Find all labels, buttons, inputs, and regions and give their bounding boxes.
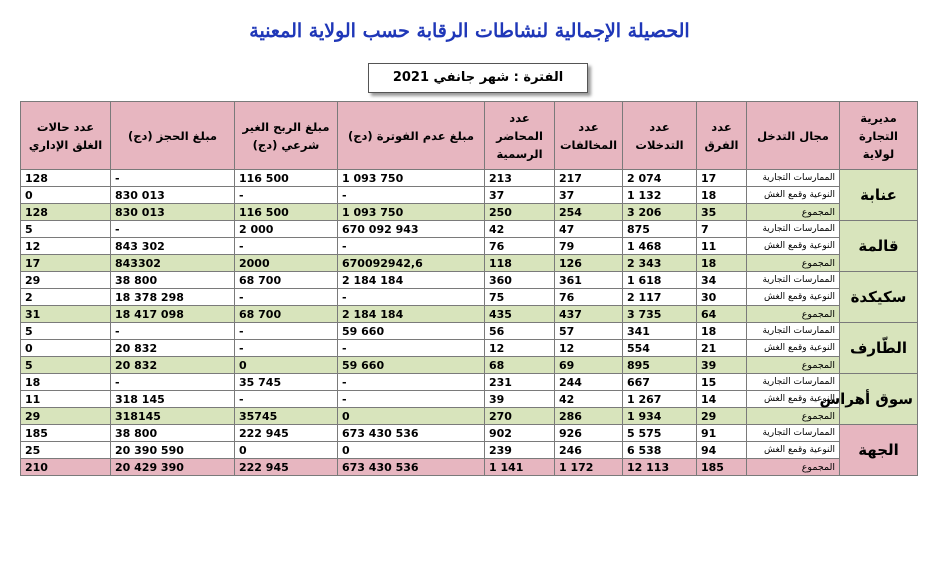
teams-cell: 17 [697,170,747,187]
table-row-total [21,204,918,221]
interventions-cell: 667 [623,374,697,391]
reports-cell: 39 [485,391,555,408]
violations-cell: 79 [555,238,623,255]
seizure-cell: 830 013 [111,204,235,221]
interventions-cell: 341 [623,323,697,340]
violations-cell: 246 [555,442,623,459]
closures-cell: 29 [21,272,111,289]
teams-cell: 185 [697,459,747,476]
illegal-profit-cell: 222 945 [235,459,338,476]
domain-cell: النوعية وقمع الغش [747,289,840,306]
no-invoice-cell: 59 660 [338,323,485,340]
header-violations: عدد المخالفات [555,102,623,170]
seizure-cell: 18 417 098 [111,306,235,323]
reports-cell: 250 [485,204,555,221]
seizure-cell: 318 145 [111,391,235,408]
domain-cell: الممارسات التجارية [747,323,840,340]
teams-cell: 35 [697,204,747,221]
closures-cell: 11 [21,391,111,408]
interventions-cell: 1 934 [623,408,697,425]
no-invoice-cell: 1 093 750 [338,204,485,221]
table-row [21,391,918,408]
illegal-profit-cell: 116 500 [235,170,338,187]
illegal-profit-cell: - [235,391,338,408]
teams-cell: 7 [697,221,747,238]
teams-cell: 18 [697,323,747,340]
illegal-profit-cell: 68 700 [235,272,338,289]
illegal-profit-cell: - [235,289,338,306]
violations-cell: 437 [555,306,623,323]
header-no-invoice-amount: مبلغ عدم الفوترة (دج) [338,102,485,170]
header-directorate: مديرية التجارة لولاية [840,102,918,170]
no-invoice-cell: 670092942,6 [338,255,485,272]
illegal-profit-cell: 0 [235,442,338,459]
violations-cell: 76 [555,289,623,306]
closures-cell: 17 [21,255,111,272]
table-row [21,238,918,255]
domain-cell: الممارسات التجارية [747,425,840,442]
interventions-cell: 875 [623,221,697,238]
header-interventions: عدد التدخلات [623,102,697,170]
illegal-profit-cell: - [235,187,338,204]
no-invoice-cell: 673 430 536 [338,425,485,442]
table-row-total [21,255,918,272]
interventions-cell: 1 267 [623,391,697,408]
table-row [21,289,918,306]
table-row [21,374,918,391]
table-row [21,425,918,442]
seizure-cell: 20 429 390 [111,459,235,476]
seizure-cell: 38 800 [111,272,235,289]
interventions-cell: 1 132 [623,187,697,204]
header-teams: عدد الفرق [697,102,747,170]
interventions-cell: 1 468 [623,238,697,255]
illegal-profit-cell: - [235,238,338,255]
domain-cell: المجموع [747,306,840,323]
no-invoice-cell: 2 184 184 [338,272,485,289]
teams-cell: 14 [697,391,747,408]
closures-cell: 0 [21,187,111,204]
illegal-profit-cell: 0 [235,357,338,374]
teams-cell: 18 [697,255,747,272]
wilaya-cell: الجهة [840,425,918,476]
domain-cell: النوعية وقمع الغش [747,340,840,357]
teams-cell: 29 [697,408,747,425]
reports-cell: 42 [485,221,555,238]
domain-cell: النوعية وقمع الغش [747,391,840,408]
no-invoice-cell: - [338,340,485,357]
closures-cell: 0 [21,340,111,357]
no-invoice-cell: - [338,187,485,204]
domain-cell: النوعية وقمع الغش [747,442,840,459]
reports-cell: 270 [485,408,555,425]
domain-cell: المجموع [747,408,840,425]
closures-cell: 29 [21,408,111,425]
violations-cell: 42 [555,391,623,408]
illegal-profit-cell: 2000 [235,255,338,272]
interventions-cell: 5 575 [623,425,697,442]
table-row [21,221,918,238]
header-row [21,102,918,170]
reports-cell: 37 [485,187,555,204]
no-invoice-cell: - [338,374,485,391]
no-invoice-cell: - [338,289,485,306]
no-invoice-cell: - [338,391,485,408]
seizure-cell: - [111,170,235,187]
violations-cell: 217 [555,170,623,187]
violations-cell: 126 [555,255,623,272]
domain-cell: المجموع [747,204,840,221]
seizure-cell: - [111,374,235,391]
violations-cell: 57 [555,323,623,340]
violations-cell: 926 [555,425,623,442]
violations-cell: 244 [555,374,623,391]
seizure-cell: 38 800 [111,425,235,442]
illegal-profit-cell: 35 745 [235,374,338,391]
no-invoice-cell: 670 092 943 [338,221,485,238]
teams-cell: 91 [697,425,747,442]
no-invoice-cell: - [338,238,485,255]
domain-cell: المجموع [747,459,840,476]
violations-cell: 361 [555,272,623,289]
table-row [21,170,918,187]
seizure-cell: 843 302 [111,238,235,255]
reports-cell: 1 141 [485,459,555,476]
header-reports: عدد المحاضر الرسمية [485,102,555,170]
header-illegal-profit-amount: مبلغ الربح الغير شرعي (دج) [235,102,338,170]
no-invoice-cell: 673 430 536 [338,459,485,476]
closures-cell: 2 [21,289,111,306]
reports-cell: 231 [485,374,555,391]
violations-cell: 69 [555,357,623,374]
closures-cell: 25 [21,442,111,459]
reports-cell: 68 [485,357,555,374]
closures-cell: 128 [21,204,111,221]
domain-cell: الممارسات التجارية [747,170,840,187]
seizure-cell: 20 832 [111,357,235,374]
interventions-cell: 2 343 [623,255,697,272]
teams-cell: 11 [697,238,747,255]
reports-cell: 213 [485,170,555,187]
closures-cell: 210 [21,459,111,476]
domain-cell: النوعية وقمع الغش [747,238,840,255]
interventions-cell: 12 113 [623,459,697,476]
table-row [21,340,918,357]
illegal-profit-cell: 68 700 [235,306,338,323]
violations-cell: 254 [555,204,623,221]
no-invoice-cell: 0 [338,408,485,425]
teams-cell: 15 [697,374,747,391]
violations-cell: 47 [555,221,623,238]
domain-cell: الممارسات التجارية [747,221,840,238]
table-row [21,272,918,289]
violations-cell: 1 172 [555,459,623,476]
interventions-cell: 2 074 [623,170,697,187]
period-box: الفترة : شهر جانفي 2021 [368,63,588,93]
table-row-total [21,459,918,476]
teams-cell: 30 [697,289,747,306]
wilaya-cell: سكيكدة [840,272,918,323]
interventions-cell: 554 [623,340,697,357]
teams-cell: 39 [697,357,747,374]
violations-cell: 37 [555,187,623,204]
reports-cell: 360 [485,272,555,289]
reports-cell: 435 [485,306,555,323]
teams-cell: 64 [697,306,747,323]
domain-cell: النوعية وقمع الغش [747,187,840,204]
wilaya-cell: عنابة [840,170,918,221]
table-row [21,187,918,204]
table-row [21,442,918,459]
closures-cell: 185 [21,425,111,442]
no-invoice-cell: 1 093 750 [338,170,485,187]
closures-cell: 5 [21,357,111,374]
teams-cell: 34 [697,272,747,289]
interventions-cell: 895 [623,357,697,374]
domain-cell: المجموع [747,357,840,374]
reports-cell: 75 [485,289,555,306]
reports-cell: 239 [485,442,555,459]
header-domain: مجال التدخل [747,102,840,170]
violations-cell: 12 [555,340,623,357]
seizure-cell: 18 378 298 [111,289,235,306]
violations-cell: 286 [555,408,623,425]
domain-cell: الممارسات التجارية [747,272,840,289]
header-closures: عدد حالات الغلق الإداري [21,102,111,170]
control-activities-table [20,101,918,476]
table-body [21,170,918,476]
table-row [21,323,918,340]
interventions-cell: 3 206 [623,204,697,221]
closures-cell: 5 [21,323,111,340]
seizure-cell: - [111,221,235,238]
page-title: الحصيلة الإجمالية لنشاطات الرقابة حسب الولاية المعنية [249,20,690,42]
illegal-profit-cell: 116 500 [235,204,338,221]
no-invoice-cell: 2 184 184 [338,306,485,323]
interventions-cell: 1 618 [623,272,697,289]
reports-cell: 902 [485,425,555,442]
closures-cell: 18 [21,374,111,391]
illegal-profit-cell: 35745 [235,408,338,425]
domain-cell: الممارسات التجارية [747,374,840,391]
seizure-cell: 20 390 590 [111,442,235,459]
interventions-cell: 3 735 [623,306,697,323]
reports-cell: 118 [485,255,555,272]
seizure-cell: 20 832 [111,340,235,357]
seizure-cell: 830 013 [111,187,235,204]
closures-cell: 5 [21,221,111,238]
seizure-cell: - [111,323,235,340]
no-invoice-cell: 59 660 [338,357,485,374]
domain-cell: المجموع [747,255,840,272]
teams-cell: 18 [697,187,747,204]
seizure-cell: 318145 [111,408,235,425]
seizure-cell: 843302 [111,255,235,272]
table-row-total [21,408,918,425]
reports-cell: 56 [485,323,555,340]
reports-cell: 12 [485,340,555,357]
closures-cell: 128 [21,170,111,187]
header-seizure-amount: مبلغ الحجز (دج) [111,102,235,170]
table-row-total [21,357,918,374]
teams-cell: 94 [697,442,747,459]
interventions-cell: 6 538 [623,442,697,459]
wilaya-cell: قالمة [840,221,918,272]
reports-cell: 76 [485,238,555,255]
illegal-profit-cell: 2 000 [235,221,338,238]
closures-cell: 31 [21,306,111,323]
teams-cell: 21 [697,340,747,357]
wilaya-cell: الطّارف [840,323,918,374]
interventions-cell: 2 117 [623,289,697,306]
closures-cell: 12 [21,238,111,255]
illegal-profit-cell: - [235,323,338,340]
illegal-profit-cell: - [235,340,338,357]
illegal-profit-cell: 222 945 [235,425,338,442]
no-invoice-cell: 0 [338,442,485,459]
wilaya-cell: سوق أهراس [840,374,918,425]
table-row-total [21,306,918,323]
